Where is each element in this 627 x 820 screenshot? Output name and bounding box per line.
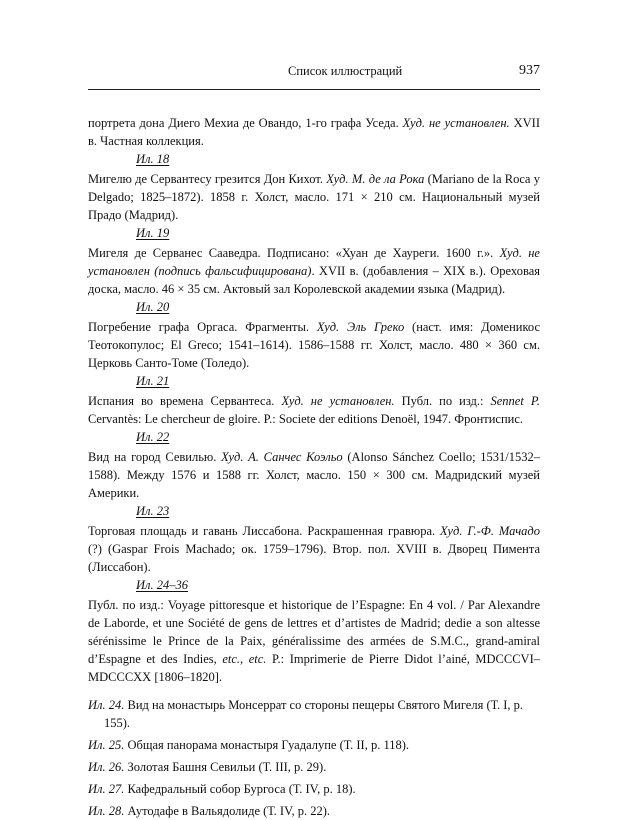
running-header bbox=[88, 64, 540, 82]
caption-text: портрета дона Диего Мехиа де Овандо, 1-го графа Уседа. bbox=[88, 116, 403, 130]
caption-text: Испания во времена Сервантеса. bbox=[88, 394, 282, 408]
caption-text: Cervantès: Le chercheur de gloire. P.: Societe der editions Denoël, 1947. Фронтиспис. bbox=[88, 412, 524, 426]
page-number: 937 bbox=[519, 63, 540, 78]
caption-text: (?) (Gaspar Frois Machado; ок. 1759–1796). Втор. пол. XVIII в. Дворец Пимента (Лиссабон). bbox=[88, 542, 540, 574]
header-rule bbox=[88, 89, 540, 90]
caption-text: Публ. по изд.: Voyage pittoresque et historique de l’Espagne: En 4 vol. / Par Alexandre de Laborde, et une Société de gens de lettres et d’artistes de Madrid; dedie a son altesse sérénissime le Prince de la Paix, généralissime des armées de S.M.C., grand-amiral d’Espagne et des Indies, bbox=[88, 598, 540, 666]
illustration-label: Ил. 18 bbox=[136, 152, 170, 166]
sub-illustration-text: Общая панорама монастыря Гуадалупе (Т. II, p. 118). bbox=[127, 738, 410, 752]
caption-italic: Худ. Г.-Ф. Мачадо bbox=[440, 524, 540, 538]
sub-illustration-text: Аутодафе в Вальядолиде (Т. IV, p. 22). bbox=[127, 804, 331, 818]
illustration-caption bbox=[88, 318, 540, 372]
caption-text: Погребение графа Оргаса. Фрагменты. bbox=[88, 320, 317, 334]
sub-illustration-entry bbox=[88, 696, 540, 732]
sub-illustration-text: Вид на монастырь Монсеррат со стороны пещеры Святого Мигеля (Т. I, p. 155). bbox=[104, 698, 524, 730]
illustration-label: Ил. 19 bbox=[136, 226, 170, 240]
caption-text: Торговая площадь и гавань Лиссабона. Раскрашенная гравюра. bbox=[88, 524, 441, 538]
illustration-caption bbox=[88, 448, 540, 502]
caption-italic: Худ. не установлен. bbox=[281, 394, 395, 408]
caption-text: Мигелю де Сервантесу грезится Дон Кихот. bbox=[88, 172, 327, 186]
illustration-caption bbox=[88, 114, 540, 150]
illustration-label: Ил. 20 bbox=[136, 300, 170, 314]
sub-illustration-entry bbox=[88, 736, 540, 754]
sub-illustration-entry bbox=[88, 758, 540, 776]
sub-illustration-label: Ил. 27. bbox=[88, 782, 125, 796]
caption-text: Мигеля де Серванес Сааведра. Подписано: «Хуан де Хауреги. 1600 г.». bbox=[88, 246, 500, 260]
sub-illustration-text: Золотая Башня Севильи (Т. III, p. 29). bbox=[127, 760, 327, 774]
illustration-label: Ил. 21 bbox=[136, 374, 170, 388]
sub-illustration-entry bbox=[88, 802, 540, 820]
caption-text: (Alonso Sánchez Coello; 1531/1532–1588). Между 1576 и 1588 гг. Холст, масло. 150 × 300 см. Мадридский музей Америки. bbox=[88, 450, 540, 500]
illustration-caption bbox=[88, 170, 540, 224]
caption-italic: Худ. не установлен (подпись фальсифицирована) bbox=[88, 246, 540, 278]
illustration-label: Ил. 22 bbox=[136, 430, 170, 444]
illustration-label: Ил. 24–36 bbox=[136, 578, 188, 592]
illustration-list bbox=[88, 114, 540, 820]
sub-illustration-label: Ил. 28. bbox=[88, 804, 125, 818]
sub-illustration-label: Ил. 25. bbox=[88, 738, 125, 752]
running-title: Список иллюстраций bbox=[288, 64, 403, 78]
caption-text: . XVII в. (добавления – XIX в.). Ореховая доска, масло. 46 × 35 см. Актовый зал Королевской академии языка (Мадрид). bbox=[88, 264, 540, 296]
illustration-caption bbox=[88, 522, 540, 576]
caption-italic: Худ. А. Санчес Коэльо bbox=[221, 450, 343, 464]
illustration-caption bbox=[88, 392, 540, 428]
caption-text: Публ. по изд.: bbox=[394, 394, 491, 408]
illustration-caption bbox=[88, 244, 540, 298]
sub-illustration-label: Ил. 26. bbox=[88, 760, 125, 774]
caption-italic: Худ. Эль Греко bbox=[316, 320, 405, 334]
caption-italic: Худ. не установлен. bbox=[402, 116, 510, 130]
caption-text: Вид на город Севилью. bbox=[88, 450, 222, 464]
sub-illustration-entry bbox=[88, 780, 540, 798]
sub-illustration-text: Кафедральный собор Бургоса (Т. IV, p. 18). bbox=[127, 782, 356, 796]
caption-text: (Mariano de la Roca y Delgado; 1825–1872). 1858 г. Холст, масло. 171 × 210 см. Национальный музей Прадо (Мадрид). bbox=[88, 172, 540, 222]
caption-italic: Sennet P. bbox=[490, 394, 540, 408]
caption-text: (наст. имя: Доменикос Теотокопулос; El Greco; 1541–1614). 1586–1588 гг. Холст, масло. 480 × 360 см. Церковь Санто-Томе (Толедо). bbox=[88, 320, 541, 370]
sub-illustration-label: Ил. 24. bbox=[88, 698, 125, 712]
caption-italic: Худ. М. де ла Рока bbox=[326, 172, 425, 186]
caption-italic: etc., etc. bbox=[222, 652, 267, 666]
caption-text: XVII в. Частная коллекция. bbox=[88, 116, 541, 148]
caption-text: P.: Imprimerie de Pierre Didot l’ainé, MDCCCVI–MDCCCXX [1806–1820]. bbox=[88, 652, 540, 684]
illustration-caption bbox=[88, 596, 540, 686]
illustration-label: Ил. 23 bbox=[136, 504, 170, 518]
